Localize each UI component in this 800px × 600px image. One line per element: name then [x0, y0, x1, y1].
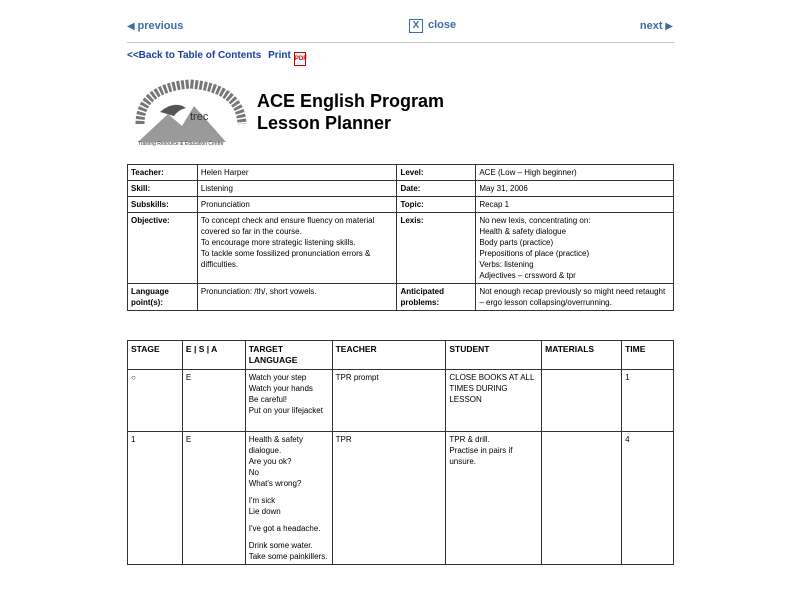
stage-cell: ○ [128, 370, 183, 432]
topic-value: Recap 1 [476, 197, 674, 213]
table-row [128, 432, 674, 565]
print-link[interactable] [268, 50, 306, 61]
student-line: TPR & drill. [449, 435, 490, 444]
teacher-value: Helen Harper [197, 165, 397, 181]
teacher-cell: TPR prompt [332, 370, 446, 432]
col-header-esa: E | S | A [182, 341, 245, 370]
close-label: close [428, 19, 457, 31]
subskills-value: Pronunciation [197, 197, 397, 213]
page-title [257, 90, 444, 134]
target-line: Watch your step [248, 373, 307, 382]
table-row [128, 213, 674, 284]
logo-mark-text: trec [190, 111, 209, 123]
anticipated-problems-value: Not enough recap previously so might need retaught – ergo lesson collapsing/overrunning. [476, 284, 674, 311]
back-to-contents-link[interactable]: <<Back to Table of Contents [127, 50, 262, 61]
previous-link[interactable] [127, 20, 183, 32]
logo-caption: Training Resource & Education Centre [138, 141, 224, 147]
time-cell: 1 [622, 370, 674, 432]
objective-value [197, 213, 397, 284]
language-points-label: Language point(s): [128, 284, 198, 311]
table-row [128, 165, 674, 181]
target-line: Drink some water. [248, 541, 313, 550]
subskills-label: Subskills: [128, 197, 198, 213]
esa-cell: E [182, 370, 245, 432]
lexis-line: Health & safety dialogue [479, 227, 567, 236]
table-header-row [128, 341, 674, 370]
col-header-teacher: TEACHER [332, 341, 446, 370]
close-link[interactable] [409, 19, 456, 33]
table-row [128, 197, 674, 213]
materials-cell [542, 432, 622, 565]
logo-mountain [138, 106, 226, 142]
objective-label: Objective: [128, 213, 198, 284]
col-header-materials: MATERIALS [542, 341, 622, 370]
level-label: Level: [397, 165, 476, 181]
skill-value: Listening [197, 181, 397, 197]
title-line-1: ACE English Program [257, 91, 445, 111]
close-icon: X [409, 19, 423, 33]
next-label: next [639, 20, 663, 32]
lexis-line: Prepositions of place (practice) [479, 249, 590, 258]
target-line: No [248, 468, 259, 477]
right-arrow-icon: ▶ [662, 21, 673, 32]
esa-cell: E [182, 432, 245, 565]
title-line-2: Lesson Planner [257, 113, 392, 133]
col-header-student: STUDENT [446, 341, 542, 370]
lexis-line: Body parts (practice) [479, 238, 554, 247]
student-line: Practise in pairs if unsure. [449, 446, 513, 466]
table-row [128, 284, 674, 311]
lexis-value [476, 213, 674, 284]
teacher-label: Teacher: [128, 165, 198, 181]
left-arrow-icon: ◀ [127, 21, 138, 32]
time-cell: 4 [622, 432, 674, 565]
lesson-plan-table [127, 340, 674, 565]
logo-bird [160, 105, 186, 116]
student-cell [446, 432, 542, 565]
anticipated-problems-label: Anticipated problems: [397, 284, 476, 311]
objective-line: To tackle some fossilized pronunciation errors & difficulties. [200, 249, 371, 269]
lexis-line: No new lexis, concentrating on: [479, 216, 591, 225]
lesson-info-table [127, 164, 674, 311]
nav-divider [127, 42, 675, 43]
target-language-cell [245, 432, 332, 565]
date-value: May 31, 2006 [476, 181, 674, 197]
target-line: Put on your lifejacket [248, 406, 323, 415]
target-line: I'm sick [248, 496, 276, 505]
top-navigation [127, 14, 675, 42]
lexis-line: Adjectives – crssword & tpr [479, 271, 576, 280]
target-line: Lie down [248, 507, 281, 516]
back-row [127, 50, 306, 66]
target-line: What's wrong? [248, 479, 302, 488]
next-link[interactable] [640, 20, 673, 32]
lexis-label: Lexis: [397, 213, 476, 284]
language-points-value: Pronunciation: /th/, short vowels. [197, 284, 397, 311]
target-line: Health & safety dialogue. [248, 435, 303, 455]
date-label: Date: [397, 181, 476, 197]
objective-line: To encourage more strategic listening skills. [200, 238, 356, 247]
objective-line: To concept check and ensure fluency on material covered so far in the course. [200, 216, 375, 236]
student-cell: CLOSE BOOKS AT ALL TIMES DURING LESSON [446, 370, 542, 432]
pdf-icon: PDF [294, 52, 306, 66]
target-line: Watch your hands [248, 384, 313, 393]
stage-cell: 1 [128, 432, 183, 565]
lexis-line: Verbs: listening [479, 260, 534, 269]
skill-label: Skill: [128, 181, 198, 197]
topic-label: Topic: [397, 197, 476, 213]
col-header-stage: STAGE [128, 341, 183, 370]
level-value: ACE (Low – High beginner) [476, 165, 674, 181]
target-line: I've got a headache. [248, 524, 321, 533]
materials-cell [542, 370, 622, 432]
col-header-time: TIME [622, 341, 674, 370]
table-row [128, 370, 674, 432]
target-line: Take some painkillers. [248, 552, 328, 561]
teacher-cell: TPR [332, 432, 446, 565]
target-language-cell [245, 370, 332, 432]
col-header-target-language: TARGET LANGUAGE [245, 341, 332, 370]
table-row [128, 181, 674, 197]
target-line: Are you ok? [248, 457, 292, 466]
previous-label: previous [137, 20, 184, 32]
target-line: Be careful! [248, 395, 287, 404]
print-label: Print [268, 50, 291, 61]
